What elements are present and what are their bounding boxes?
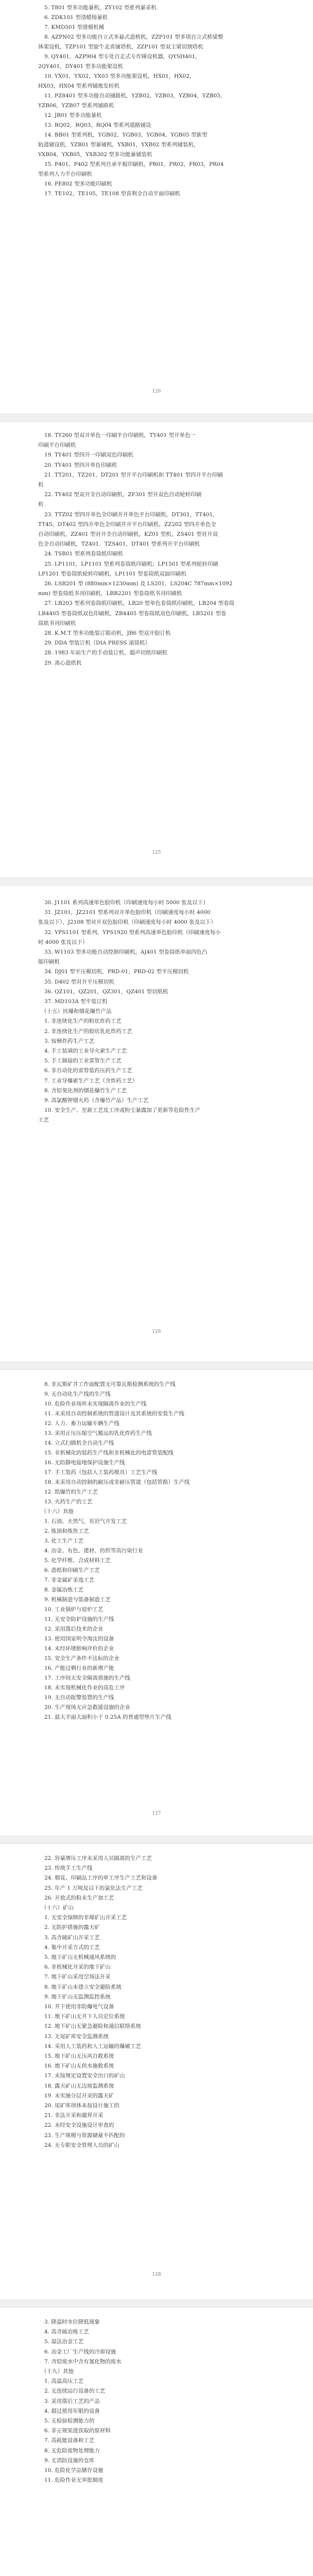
- text-line: 2. 无防护措施的露天矿: [44, 1924, 100, 1931]
- text-line: 16. 产能过剩行业的新增产能: [44, 1665, 114, 1671]
- text-line: 5. 化学纤维、合成材料工艺: [44, 1557, 111, 1564]
- text-line: 4. 高含硫冶炼工艺: [44, 2329, 89, 2335]
- text-line: 3. 采用落后工艺的产品: [44, 2398, 100, 2404]
- text-line: 4. 手工装填的工业导火索生产工艺: [44, 1048, 127, 1054]
- text-line: 35. D402 型对开平压模切机: [44, 978, 114, 985]
- text-line: 1. 非连续化生产的粉状炸药工艺: [44, 1018, 121, 1025]
- text-line: （十六）矿山: [41, 1905, 74, 1911]
- text-line: 27. LB203 型系列卷筒纸印刷机，LR20 型单色卷筒纸印刷机，LB204 型卷筒: [44, 600, 235, 607]
- text-line: 型系列人力平台印刷机: [38, 171, 92, 177]
- text-line: 16. PE802 型多功能印刷机: [44, 181, 112, 187]
- text-line: 21. 非法开采和越界开采: [44, 2112, 103, 2119]
- text-line: 3. 降温时水位降低现象: [44, 2319, 100, 2325]
- text-line: 20. 尾矿库坝体未按设计施工的: [44, 2103, 120, 2109]
- text-line: 15. P401，P402 型系列自承平板印刷机，PR01，PR02，PR03，PR04: [44, 161, 224, 167]
- text-line: 13. 使用国家明令淘汰的设备: [44, 1636, 114, 1642]
- text-line: 自动印刷机，ZZ401 型对开全自动印刷机，KZ01 型机，ZS401 型对开双: [38, 531, 218, 537]
- text-line: 筒纸书刊印刷机: [38, 620, 76, 626]
- text-line: 36. QZ101，QZ201，QZ301，QZ401 型切纸机: [44, 988, 168, 995]
- text-line: 14. 立式扫描机全自动生产线: [44, 1440, 114, 1446]
- page-number: 126: [152, 1329, 161, 1334]
- text-line: 14. 采用人工装药和人工运输的爆破工艺: [44, 2043, 142, 2049]
- page-number: 126: [152, 389, 161, 394]
- text-line: 22. 容量增压工序未采用人员隔离的生产工艺: [44, 1855, 152, 1861]
- text-line: 37. MD103A 型平装订机: [44, 998, 108, 1005]
- page-number: 128: [152, 2272, 161, 2277]
- text-line: 8. 金属冶炼工艺: [44, 1587, 84, 1593]
- text-line: 14. 未经环境影响评价的企业: [44, 1646, 114, 1652]
- text-line: 8. 含铅氧化剂的烟花爆竹生产工艺: [44, 1087, 127, 1094]
- text-line: 32. YPS1101 型系列，YPS1920 型系列高速单色胶印机（印刷速度每小: [44, 929, 221, 936]
- text-line: 轨道铺设机，YZB01 型暴铺机，YXB01，YXB02 型系列铺装机，: [38, 142, 199, 148]
- text-line: 30. J1101 系列高速单色胶印机（印刷速度每小时 5000 张及以下）: [44, 900, 208, 906]
- text-line: 22. 未经安全设施设计审查的: [44, 2122, 114, 2129]
- text-line: 18. 露天矿山无边坡监测系统: [44, 2082, 114, 2089]
- text-line: 1. 高温高压工艺: [44, 2378, 84, 2385]
- text-line: 26. LSB201 型 (880mm×1230mm) 及 LS201，LS204C 787mm×1092: [44, 581, 233, 587]
- text-line: LB4405 型卷筒纸双色印刷机，ZB4405 型卷筒纸双色印刷机，LB5201 型卷: [38, 610, 227, 617]
- page-number: 125: [152, 850, 161, 855]
- page-2: [0, 422, 313, 876]
- text-line: 10. 安全生产、至新工艺及工序或粉尘暴露加了更新等危险性生产: [44, 1107, 201, 1114]
- text-line: 2. 非连续化生产的胶状乳化炸药工艺: [44, 1028, 132, 1035]
- text-line: 7. 工业导爆索生产工艺（含炸药工艺）: [44, 1077, 138, 1084]
- text-line: 6. ZDK101 型清蜡铸暴机: [44, 14, 108, 21]
- text-line: 4. 集中开采方式的工艺: [44, 1944, 100, 1951]
- text-line: 5. 手工插接的工业雷管生产工艺: [44, 1058, 121, 1064]
- text-line: （十五）民爆和烟花爆竹产品: [41, 1008, 112, 1015]
- text-line: 28. K.M.T 型多功能装订联动机，JB6 型双开胶订机: [44, 630, 171, 636]
- text-line: 机: [38, 501, 44, 508]
- text-line: 12. 人力、畜力运输车辆生产线: [44, 1420, 120, 1427]
- text-line: 11. PZ8401 型多功能自动铺路机，YZB02，YZB03，YZB04，YZB05，: [44, 93, 226, 99]
- text-line: 17. 手工装药（包括人工装药模具）工艺生产线: [44, 1469, 158, 1476]
- page-separator: [0, 1836, 313, 1844]
- text-line: 10. 工业锅炉与窑炉工艺: [44, 1606, 103, 1613]
- text-line: 3. 高含硫矿山开采工艺: [44, 1934, 100, 1941]
- text-line: 24. 无专职安全管理人员的矿山: [44, 2142, 120, 2148]
- text-line: 24. TSB01 型系列卷筒纸印刷机: [44, 551, 124, 557]
- text-line: HX03，HX04 型系列铺地发转机: [38, 83, 119, 89]
- text-line: 11. 无安全防护设施的生产线: [44, 1616, 114, 1622]
- text-line: 7. 高耗能设备和工艺: [44, 2437, 95, 2444]
- text-line: 6. 造纸和印刷生产工艺: [44, 1567, 100, 1573]
- text-line: 体架设机，TZP101 型旋牛北喜铺塔机，ZZP101 型双主梁切割塔机: [38, 44, 203, 50]
- text-line: 7. 非金属矿采选工艺: [44, 1577, 95, 1583]
- text-line: 2. 无连续运行设备的工艺: [44, 2388, 106, 2395]
- text-line: 24. 烟花、印刷品工序的单工序生产工艺和设备: [44, 1875, 158, 1882]
- text-line: 22. TY402 型双开全自动印刷机，ZF301 型开双色自动轮转印刷: [44, 492, 202, 498]
- page-number: 127: [152, 1811, 161, 1816]
- text-line: 7. KMD501 型滑模机械: [44, 24, 105, 30]
- text-line: 6. 非自动化的雷管装药压药生产工艺: [44, 1067, 132, 1074]
- text-line: 13. 火药生产的工艺: [44, 1499, 93, 1505]
- text-line: 9. 机械制造与装备制造工艺: [44, 1597, 111, 1603]
- text-line: 21. TT201，TZ201，DT201 型开平台印刷机和 TT401 型四开平台印刷: [44, 471, 223, 478]
- text-line: 8. AZPN02 型多功能自立式多悬式造桥机，ZZP101 型多项自立式桥梁整: [44, 34, 223, 40]
- text-line: 7. 含铅废水中含有氰化物的废水: [44, 2358, 121, 2365]
- text-line: 机: [38, 482, 44, 488]
- text-line: 5. 无检验检测能力的: [44, 2418, 95, 2424]
- text-line: 18. 未实现机械化作业的高危工序: [44, 1685, 125, 1691]
- text-line: 26. 开放式的粉末生产加工艺: [44, 1894, 114, 1901]
- text-line: 29. 离心造纸机: [44, 659, 82, 666]
- text-line: 15. 地下矿山无压风自救系统: [44, 2053, 114, 2059]
- text-line: 5. 湿法冶金工艺: [44, 2338, 84, 2345]
- text-line: YXB04，YXB05，YXB302 型多功能暴铺装机: [38, 151, 152, 158]
- text-line: 14. BB01 型系列机，YGB02，YGB03，YGB04，YGB05 型新型: [44, 132, 207, 138]
- text-line: TT45，DT402 型四开单色全印刷并开平台印刷机，ZZ202 型四开单色全: [38, 521, 216, 528]
- text-line: 9. 高氯酸钾烟火药（含爆竹产品）生产工艺: [44, 1097, 149, 1104]
- text-line: 28. 1983 年前生产的手动装订机，超声切纸印刷机: [44, 650, 168, 656]
- text-line: 10. YX01，YX02，YX03 型多功能架设机，HX01，HX02，: [44, 73, 195, 79]
- text-line: 17. 工序间无安全隔离措施的生产线: [44, 1675, 131, 1681]
- text-line: 19. TY401 型四开一印刷双色印刷机: [44, 452, 133, 459]
- text-line: 12. 地下矿山无紧急避险和通信联络系统: [44, 2023, 142, 2030]
- text-line: 20. TY401 型四开单色印刷机: [44, 462, 117, 468]
- text-line: 1. 无安全保障的非煤矿山开采工艺: [44, 1914, 127, 1921]
- text-line: 34. DJ01 型平压模切机，PRD-01，PRD-02 型平压模切机: [44, 969, 189, 975]
- text-line: 5. 地下矿山无机械通风系统的: [44, 1954, 116, 1960]
- text-line: 23. 生产规模与资源储量不匹配的: [44, 2132, 125, 2139]
- text-line: 8. 地下矿山未建立安全避险系统: [44, 1984, 121, 1990]
- text-line: 12. 采用落后技术的企业: [44, 1626, 103, 1632]
- text-line: 1. 石油、天然气、页岩气开发工艺: [44, 1518, 127, 1524]
- page-1: [0, 0, 313, 412]
- text-line: 25. LP1101，LP1101 型系列卷筒纸印刷机；LP1501 型系列轮转印刷: [44, 561, 218, 567]
- text-line: 13. RQ02，RQ03，RQ04 型系列道路铺设: [44, 122, 151, 128]
- text-line: 9. 地下矿山无监测监控系统: [44, 1993, 111, 2000]
- text-line: 25. 年产 1 万吨及以下的氯化法生产工艺: [44, 1885, 143, 1891]
- text-line: 11. 危险作业无审批制度: [44, 2477, 103, 2484]
- text-line: 色全自动印刷机，TZ401，TZS401，DT401 型系列开平台印刷机: [38, 541, 200, 548]
- text-line: 23. 传统手工生产线: [44, 1865, 93, 1872]
- text-line: 18. TY260 型双开单色一印刷平台印刷机，TY401 型开单色一: [44, 432, 196, 438]
- text-line: 张及以下），J2108 型对开双色胶印机（印刷速度每小时 4000 张及以下）: [38, 919, 216, 926]
- text-line: （十九）其他: [41, 2368, 74, 2375]
- text-line: 11. 地下矿山无井下人员定位系统: [44, 2013, 125, 2020]
- text-line: 2. 炼油和炼焦工艺: [44, 1528, 89, 1534]
- text-line: 17. TE102，TE105，TE108 型喜利全自动平面印刷机: [44, 191, 181, 197]
- text-line: 16. 地下矿山无供水施救系统: [44, 2063, 114, 2070]
- text-line: 19. 未实施分层开采的露天矿: [44, 2092, 114, 2099]
- page-6: [0, 2308, 313, 2576]
- page-3: [0, 886, 313, 1360]
- text-line: 9. 无消防设施的仓库: [44, 2457, 95, 2464]
- text-line: 20. 生产现场无应急救援设施的企业: [44, 1704, 131, 1710]
- text-line: 13. 无尾矿库安全监测系统: [44, 2033, 109, 2040]
- text-line: 19. 无自动报警装置的生产线: [44, 1694, 114, 1701]
- text-line: 10. 井下使用非防爆电气设备: [44, 2004, 114, 2010]
- text-line: mm) 型卷筒纸书刊印刷机，LRB2201 型卷筒纸书刊印刷机: [38, 590, 182, 597]
- text-line: 31. JZ101，JZ2101 型系列对开单色胶印机（印刷速度每小时 4000: [44, 909, 211, 916]
- text-line: 9. QY401，AZP904 型专处自走式专作锤设机器，QYSH401，: [44, 54, 201, 60]
- text-line: 13. 采用正压压缩空气搬运的乳化炸药生产线: [44, 1430, 152, 1436]
- page-5: [0, 1844, 313, 2298]
- text-line: 7. 地下矿山采用空场法开采: [44, 1974, 111, 1980]
- text-line: 10. 危险作业场所未实现隔离作业的生产线: [44, 1401, 147, 1407]
- page-separator: [0, 414, 313, 422]
- text-line: 18. 未采用自动控制的耐压或非耐压管道（包括管路）生产线: [44, 1479, 190, 1485]
- text-line: 版印刷机: [38, 959, 60, 965]
- text-line: 4. 冶金、有色、建材、纺织等高污染行业: [44, 1548, 143, 1554]
- text-line: 9. 无自动化生产线的生产线: [44, 1391, 111, 1397]
- text-line: 12. 纸爆竹的生产工艺: [44, 1489, 98, 1495]
- page-separator: [0, 1362, 313, 1370]
- text-line: 15. 安全生产条件不达标的企业: [44, 1655, 120, 1662]
- text-line: 17. 未按规定设置安全出口的矿山: [44, 2073, 125, 2079]
- text-line: 6. 冶金工厂生产线的冷却设施: [44, 2348, 116, 2355]
- text-line: 15. 非机械化的装药生产线和非机械化的电雷管装配线: [44, 1450, 174, 1456]
- text-line: 3. 铵梯炸药生产工艺: [44, 1038, 95, 1044]
- text-line: 6. 非正规渠道获取的原材料: [44, 2428, 111, 2434]
- text-line: 16. 无防静电接地保护设施生产线: [44, 1460, 125, 1466]
- text-line: YZB06，YZB07 型系列铺路机: [38, 103, 114, 109]
- text-line: 3. 化工生产工艺: [44, 1538, 84, 1544]
- text-line: 2QY401，DY401 型多功能架设机: [38, 63, 123, 70]
- text-line: 10. 危险化学品储存设施: [44, 2467, 103, 2473]
- text-line: 印刷平台印刷机: [38, 442, 76, 449]
- page-4: [0, 1370, 313, 1834]
- text-line: 5. T801 型多功能暴机，ZY102 型系列暴采机: [44, 5, 156, 11]
- text-line: 4. 超过使用年限的设备: [44, 2408, 100, 2414]
- text-line: 6. 非机械化开采的地下矿山: [44, 1964, 111, 1971]
- text-line: 8. 非瓦斯矿井工作面配置无可靠瓦斯检测系统的生产线: [44, 1381, 176, 1387]
- text-line: LP1201 型卷筒纸轮转印刷机，LP1101 型卷筒纸双面印刷机: [38, 570, 186, 577]
- text-line: 29. DDA 型装订机（DIA PRESS 滚筒机）: [44, 640, 150, 647]
- text-line: 8. 无危险废物处理能力: [44, 2447, 100, 2454]
- text-line: 11. 未采用自动控制系统的管道设计及其系统的安装生产线: [44, 1411, 185, 1417]
- text-line: 23. TTZ02 型四开单色全印刷并开单色平台印刷机，DT301，TT401，: [44, 511, 218, 518]
- text-line: 12. JB01 型多功能暴机: [44, 112, 102, 118]
- page-separator: [0, 2299, 313, 2308]
- text-line: 时 4000 张及以下）: [38, 939, 88, 945]
- text-line: 21. 最大平面大面积小于 0.25A 的普通型垫片生产线: [44, 1714, 171, 1720]
- text-line: 33. W1103 型多功能自动控制印刷机，AJ401 型卷筒纸单面四色凸: [44, 949, 207, 955]
- text-line: 工艺: [38, 1117, 49, 1124]
- text-line: （十六）其他: [41, 1509, 74, 1515]
- page-separator: [0, 877, 313, 886]
